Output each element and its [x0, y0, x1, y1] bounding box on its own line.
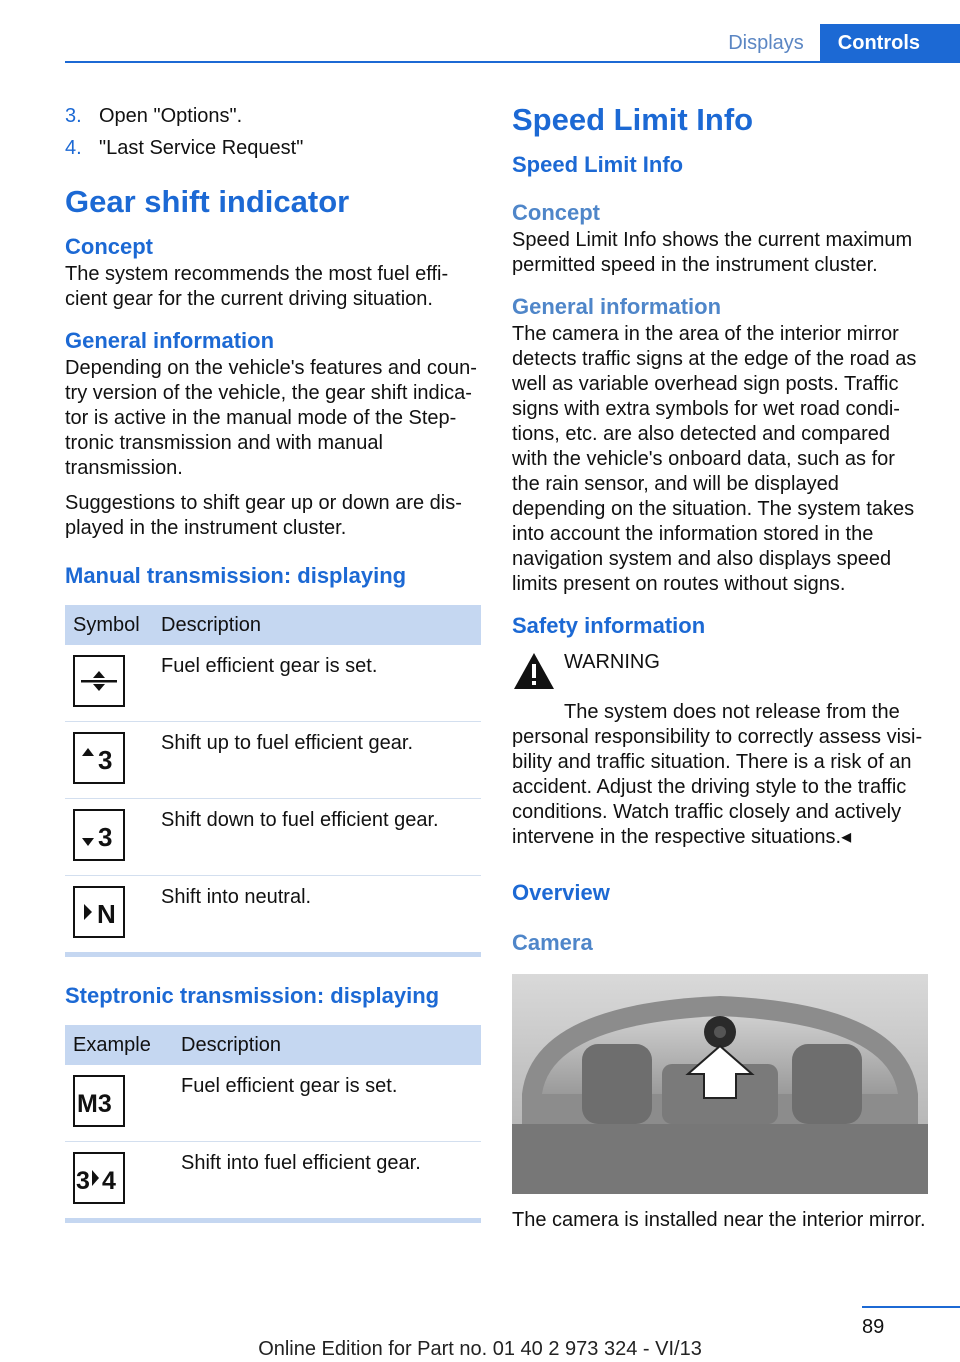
- step-item: [65, 100, 481, 132]
- camera-photo: [512, 974, 928, 1194]
- svg-text:N: N: [97, 899, 116, 929]
- manual-transmission-heading: Manual transmission: displaying: [65, 563, 407, 588]
- svg-text:3: 3: [98, 745, 113, 775]
- row-description: Shift into fuel efficient gear.: [181, 1152, 421, 1174]
- step-item: [65, 132, 481, 164]
- table-header-row: [65, 605, 481, 645]
- step-number: 3.: [65, 105, 82, 127]
- general-info-heading: General information: [512, 294, 722, 319]
- general-info-text: The camera in the area of the interior mirror detects traffic signs at the edge of the road as well as variable overhead sign posts. Traffic signs with extra symbols for wet road conditions, etc. are also detected and compared with the vehicle's onboard data, such as for the rain sensor, and will be displayed depending on the situation. The system takes into account the information stored in the navigation system and also displays speed limits present on routes without signs.: [512, 323, 917, 595]
- svg-text:M3: M3: [77, 1090, 112, 1118]
- edition-footer: Online Edition for Part no. 01 40 2 973 324 - VI/13: [258, 1338, 702, 1360]
- table-row: [65, 1065, 481, 1142]
- concept-heading: Concept: [512, 200, 600, 225]
- row-description: Fuel efficient gear is set.: [153, 645, 481, 722]
- page-number: 89: [862, 1316, 885, 1338]
- tab-controls[interactable]: Controls: [820, 24, 960, 62]
- steptronic-table: [65, 1025, 481, 1218]
- camera-caption: The camera is installed near the interior mirror.: [512, 1209, 926, 1231]
- m3-gear-icon: [73, 1075, 125, 1127]
- svg-text:3: 3: [98, 822, 113, 852]
- overview-heading: Overview: [512, 880, 610, 905]
- svg-text:4: 4: [102, 1167, 116, 1195]
- table-row: [65, 645, 481, 722]
- footer-rule: [862, 1306, 960, 1308]
- warning-block: [512, 649, 928, 696]
- column-header-description: Description: [153, 605, 481, 645]
- safety-heading: Safety information: [512, 613, 706, 638]
- steps-list: [65, 100, 481, 164]
- general-info-text-2: Suggestions to shift gear up or down are displayed in the instrument cluster.: [65, 492, 462, 539]
- speed-limit-subtitle: Speed Limit Info: [512, 152, 684, 177]
- header-rule: [65, 61, 960, 63]
- table-row: [65, 799, 481, 876]
- steptronic-heading: Steptronic transmission: displaying: [65, 983, 440, 1008]
- gear-set-icon: [73, 655, 125, 707]
- svg-text:3: 3: [76, 1167, 90, 1195]
- warning-triangle-icon: [512, 651, 556, 696]
- table-end-bar: [65, 952, 481, 957]
- column-header-symbol: Symbol: [65, 605, 153, 645]
- row-description: Shift down to fuel efficient gear.: [153, 799, 481, 876]
- row-description: Shift up to fuel efficient gear.: [153, 722, 481, 799]
- table-header-row: [65, 1025, 481, 1065]
- concept-heading: Concept: [65, 234, 153, 259]
- general-info-heading: General information: [65, 328, 275, 353]
- table-row: [65, 1142, 481, 1219]
- step-text: "Last Service Request": [99, 137, 304, 159]
- shift-3-to-4-icon: [73, 1152, 125, 1204]
- tab-displays[interactable]: Displays: [728, 32, 804, 54]
- general-info-text-1: Depending on the vehicle's features and country version of the vehicle, the gear shift indicator is active in the manual mode of the Steptronic transmission and with manual transmission.: [65, 357, 477, 479]
- table-row: [65, 722, 481, 799]
- right-column: [512, 100, 928, 1243]
- row-description: Shift into neutral.: [161, 886, 312, 908]
- header-tabs: [712, 24, 960, 62]
- shift-down-3-icon: [73, 809, 125, 861]
- concept-text: The system recommends the most fuel efficient gear for the current driving situation.: [65, 263, 449, 310]
- camera-heading: Camera: [512, 930, 593, 955]
- table-end-bar: [65, 1218, 481, 1223]
- warning-label: WARNING: [564, 651, 660, 673]
- step-number: 4.: [65, 137, 82, 159]
- column-header-example: Example: [65, 1025, 173, 1065]
- table-row: [65, 876, 481, 953]
- row-description: Fuel efficient gear is set.: [173, 1065, 481, 1142]
- concept-text: Speed Limit Info shows the current maximum permitted speed in the instrument cluster.: [512, 229, 913, 276]
- shift-neutral-icon: [73, 886, 125, 938]
- step-text: Open "Options".: [99, 105, 243, 127]
- column-header-description: Description: [173, 1025, 481, 1065]
- shift-up-3-icon: [73, 732, 125, 784]
- manual-transmission-table: [65, 605, 481, 952]
- left-column: [65, 100, 481, 1247]
- warning-text: The system does not release from the personal responsibility to correctly assess visibility and traffic situation. There is a risk of an accident. Adjust the driving style to the traffic conditions. Watch traffic closely and actively intervene in the respective situations.◂: [512, 701, 923, 848]
- gear-shift-title: Gear shift indicator: [65, 184, 350, 219]
- speed-limit-title: Speed Limit Info: [512, 102, 754, 137]
